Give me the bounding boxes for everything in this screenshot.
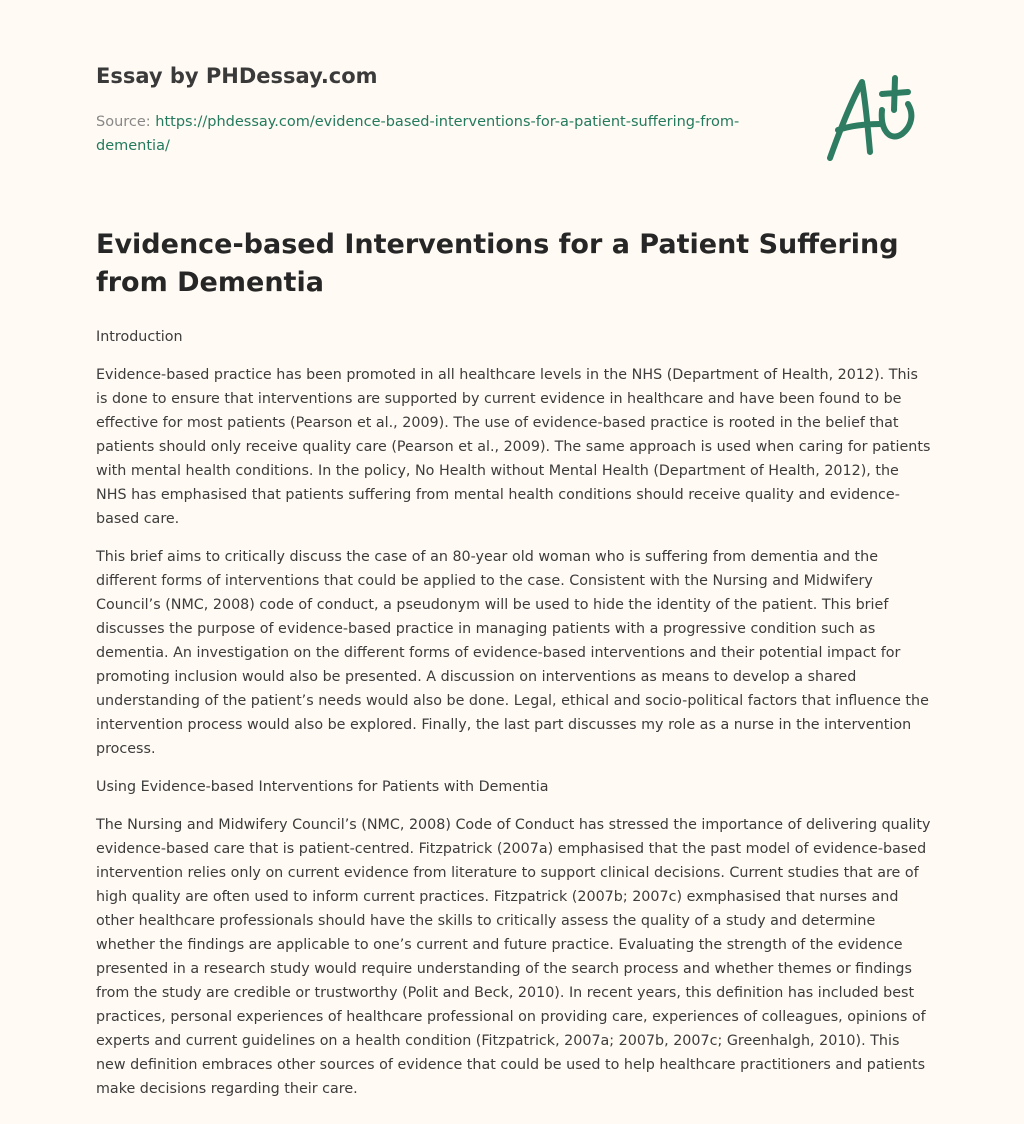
- source-link[interactable]: https://phdessay.com/evidence-based-interventions-for-a-patient-suffering-from-dementia/: [96, 114, 740, 154]
- a-plus-logo-icon: [820, 70, 930, 165]
- source-line: [96, 110, 776, 158]
- paragraph: The Nursing and Midwifery Council’s (NMC, 2008) Code of Conduct has stressed the importance of delivering quality evidence-based care that is patient-centred. Fitzpatrick (2007a) emphasised that the past model of evidence-based intervention relies only on current evidence from literature to support clinical decisions. Current studies that are of high quality are often used to inform current practices. Fitzpatrick (2007b; 2007c) exmphasised that nurses and other healthcare professionals should have the skills to critically assess the quality of a study and determine whether the findings are applicable to one’s current and future practice. Evaluating the strength of the evidence presented in a research study would require understanding of the search process and whether themes or findings from the study are credible or trustworthy (Polit and Beck, 2010). In recent years, this definition has included best practices, personal experiences of healthcare professional on providing care, experiences of colleagues, opinions of experts and current guidelines on a health condition (Fitzpatrick, 2007a; 2007b, 2007c; Greenhalgh, 2010). This new definition embraces other sources of evidence that could be used to help healthcare practitioners and patients make decisions regarding their care.: [96, 817, 931, 1097]
- section-heading-introduction: Introduction: [96, 329, 183, 345]
- paragraph: This brief aims to critically discuss the case of an 80-year old woman who is suffering from dementia and the different forms of interventions that could be applied to the case. Consistent with the Nursing and Midwifery Council’s (NMC, 2008) code of conduct, a pseudonym will be used to hide the identity of the patient. This brief discusses the purpose of evidence-based practice in managing patients with a progressive condition such as dementia. An investigation on the different forms of evidence-based interventions and their potential impact for promoting inclusion would also be presented. A discussion on interventions as means to develop a shared understanding of the patient’s needs would also be done. Legal, ethical and socio-political factors that influence the intervention process would also be explored. Finally, the last part discusses my role as a nurse in the intervention process.: [96, 549, 929, 757]
- essay-title: Evidence-based Interventions for a Patient Suffering from Dementia: [96, 229, 899, 298]
- paragraph: Evidence-based practice has been promoted in all healthcare levels in the NHS (Department of Health, 2012). This is done to ensure that interventions are supported by current evidence in healthcare and have been found to be effective for most patients (Pearson et al., 2009). The use of evidence-based practice is rooted in the belief that patients should only receive quality care (Pearson et al., 2009). The same approach is used when caring for patients with mental health conditions. In the policy, No Health without Mental Health (Department of Health, 2012), the NHS has emphasised that patients suffering from mental health conditions should receive quality and evidence-based care.: [96, 367, 931, 527]
- essay-body: [96, 325, 932, 1115]
- source-label: Source:: [96, 114, 156, 130]
- section-heading: Using Evidence-based Interventions for Patients with Dementia: [96, 779, 549, 795]
- site-brand: Essay by PHDessay.com: [96, 64, 378, 88]
